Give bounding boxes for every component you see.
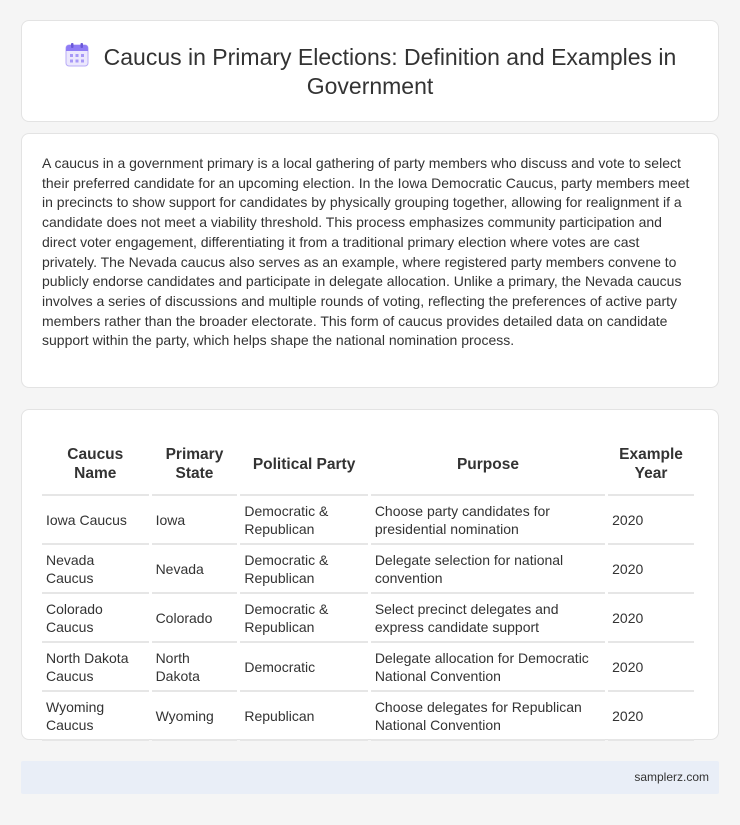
column-header: Primary State (152, 434, 238, 496)
table-cell: Colorado Caucus (42, 594, 149, 643)
table-cell: Colorado (152, 594, 238, 643)
table-cell: 2020 (608, 545, 694, 594)
table-row (42, 545, 694, 594)
calendar-icon (64, 42, 90, 68)
title-wrap (40, 42, 700, 101)
table-row (42, 692, 694, 741)
table-cell: 2020 (608, 643, 694, 692)
table-cell: 2020 (608, 594, 694, 643)
column-header: Purpose (371, 434, 605, 496)
table-cell: Iowa (152, 496, 238, 545)
column-header: Political Party (240, 434, 367, 496)
table-cell: Democratic & Republican (240, 545, 367, 594)
column-header: Example Year (608, 434, 694, 496)
table-cell: Democratic & Republican (240, 496, 367, 545)
table-row (42, 496, 694, 545)
table-cell: Select precinct delegates and express candidate support (371, 594, 605, 643)
footer (21, 761, 719, 794)
table-cell: Delegate selection for national convention (371, 545, 605, 594)
table-row (42, 594, 694, 643)
table-cell: North Dakota Caucus (42, 643, 149, 692)
column-header: Caucus Name (42, 434, 149, 496)
table-cell: 2020 (608, 496, 694, 545)
table-cell: Republican (240, 692, 367, 741)
table-cell: Democratic & Republican (240, 594, 367, 643)
description-text: A caucus in a government primary is a local gathering of party members who discuss and vote to select their preferred candidate for an upcoming election. In the Iowa Democratic Caucus, party members meet in precincts to show support for candidates by physically grouping together, allowing for realignment if a candidate does not meet a viability threshold. This process emphasizes community participation and direct voter engagement, differentiating it from a traditional primary election where votes are cast privately. The Nevada caucus also serves as an example, where registered party members convene to publicly endorse candidates and participate in delegate allocation. Unlike a primary, the Nevada caucus involves a series of discussions and multiple rounds of voting, reflecting the preferences of active party members rather than the broader electorate. This form of caucus provides detailed data on candidate support within the party, which helps shape the national nomination process. (42, 155, 690, 349)
table-cell: 2020 (608, 692, 694, 741)
caucus-table (39, 434, 697, 741)
table-cell: Nevada Caucus (42, 545, 149, 594)
table-cell: Choose delegates for Republican National Convention (371, 692, 605, 741)
header-card (21, 20, 719, 122)
table-cell: Nevada (152, 545, 238, 594)
table-cell: Delegate allocation for Democratic National Convention (371, 643, 605, 692)
table-cell: North Dakota (152, 643, 238, 692)
table-card (21, 409, 719, 740)
table-cell: Choose party candidates for presidential nomination (371, 496, 605, 545)
table-cell: Democratic (240, 643, 367, 692)
page-title: Caucus in Primary Elections: Definition and Examples in Government (103, 43, 677, 99)
table-header-row (42, 434, 694, 496)
table-cell: Iowa Caucus (42, 496, 149, 545)
table-cell: Wyoming (152, 692, 238, 741)
table-row (42, 643, 694, 692)
description-card (21, 133, 719, 388)
footer-site-link[interactable]: samplerz.com (634, 770, 709, 784)
table-cell: Wyoming Caucus (42, 692, 149, 741)
